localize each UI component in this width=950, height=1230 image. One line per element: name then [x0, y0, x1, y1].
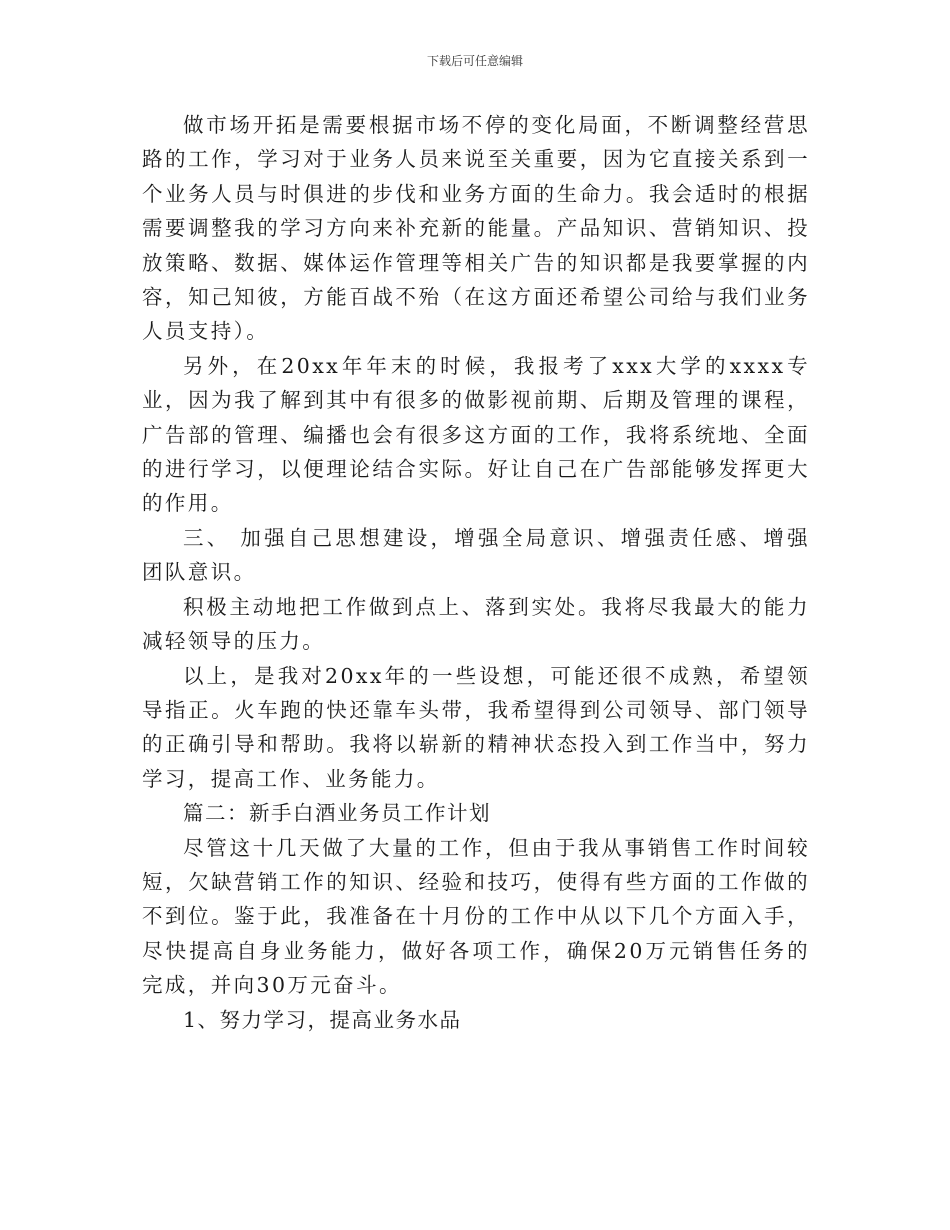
chapter-two-title: 篇二：新手白酒业务员工作计划 [183, 801, 491, 826]
paragraph-proactive-work: 积极主动地把工作做到点上、落到实处。我将尽我最大的能力减轻领导的压力。 [142, 594, 810, 654]
paragraph-university-study: 另外，在20xx年年末的时候，我报考了xxx大学的xxxx专业，因为我了解到其中有很多的做影视前期、后期及管理的课程，广告部的管理、编播也会有很多这方面的工作，我将系统地、全面的进行学习，以便理论结合实际。好让自己在广告部能够发挥更大的作用。 [142, 353, 810, 516]
page-header-note: 下载后可任意编辑 [426, 54, 523, 68]
paragraph-conclusion: 以上，是我对20xx年的一些设想，可能还很不成熟，希望领导指正。火车跑的快还靠车头带，我希望得到公司领导、部门领导的正确引导和帮助。我将以崭新的精神状态投入到工作当中，努力学习，提高工作、业务能力。 [142, 663, 810, 791]
paragraph-section-three-heading: 三、 加强自己思想建设，增强全局意识、增强责任感、增强团队意识。 [142, 525, 810, 585]
paragraph-market-learning: 做市场开拓是需要根据市场不停的变化局面，不断调整经营思路的工作，学习对于业务人员来说至关重要，因为它直接关系到一个业务人员与时俱进的步伐和业务方面的生命力。我会适时的根据需要调整我的学习方向来补充新的能量。产品知识、营销知识、投放策略、数据、媒体运作管理等相关广告的知识都是我要掌握的内容，知己知彼，方能百战不殆（在这方面还希望公司给与我们业务人员支持）。 [142, 113, 810, 344]
item-one-heading: 1、努力学习，提高业务水品 [183, 1007, 462, 1032]
document-body [142, 108, 810, 1037]
paragraph-sales-plan: 尽管这十几天做了大量的工作，但由于我从事销售工作时间较短，欠缺营销工作的知识、经验和技巧，使得有些方面的工作做的不到位。鉴于此，我准备在十月份的工作中从以下几个方面入手，尽快提高自身业务能力，做好各项工作，确保20万元销售任务的完成，并向30万元奋斗。 [142, 835, 810, 998]
